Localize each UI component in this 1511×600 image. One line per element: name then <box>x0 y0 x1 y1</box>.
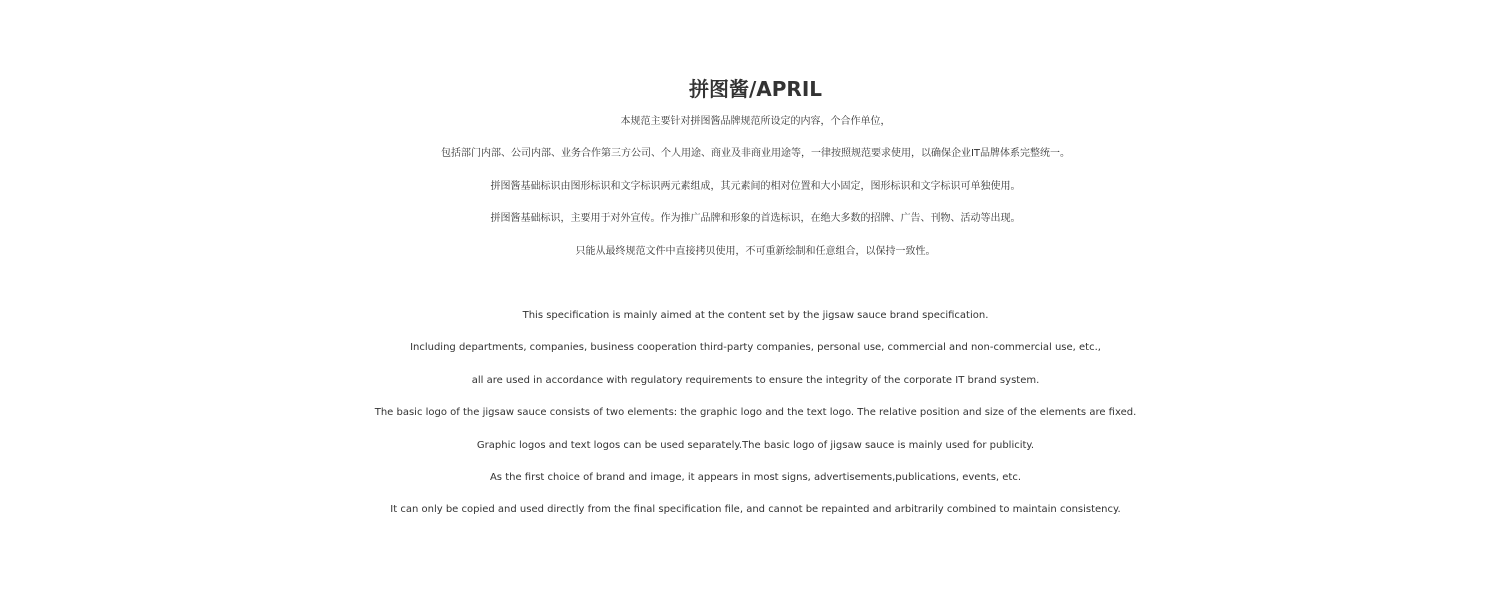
english-line: all are used in accordance with regulatory requirements to ensure the integrity of the corporate IT brand system. <box>471 374 1040 386</box>
page-title: 拼图酱/APRIL <box>688 77 823 101</box>
english-line: It can only be copied and used directly from the final specification file, and cannot be repainted and arbitrarily combined to maintain consistency. <box>390 504 1121 516</box>
chinese-line: 只能从最终规范文件中直接拷贝使用，不可重新绘制和任意组合，以保持一致性。 <box>575 245 936 257</box>
english-line: Graphic logos and text logos can be used separately.The basic logo of jigsaw sauce is mainly used for publicity. <box>476 439 1035 451</box>
chinese-line: 拼图酱基础标识，主要用于对外宣传。作为推广品牌和形象的首选标识，在绝大多数的招牌、广告、刊物、活动等出现。 <box>490 213 1021 225</box>
english-description <box>0 300 1511 527</box>
chinese-line: 拼图酱基础标识由图形标识和文字标识两元素组成，其元素间的相对位置和大小固定，图形标识和文字标识可单独使用。 <box>490 180 1021 192</box>
english-line: This specification is mainly aimed at the content set by the jigsaw sauce brand specification. <box>522 310 989 322</box>
chinese-line: 包括部门内部、公司内部、业务合作第三方公司、个人用途、商业及非商业用途等，一律按照规范要求使用，以确保企业IT品牌体系完整统一。 <box>440 148 1071 160</box>
english-line: The basic logo of the jigsaw sauce consists of two elements: the graphic logo and the text logo. The relative position and size of the elements are fixed. <box>374 407 1137 419</box>
english-line: Including departments, companies, business cooperation third-party companies, personal use, commercial and non-commercial use, etc., <box>410 342 1101 354</box>
spec-content <box>0 74 1511 527</box>
chinese-description <box>0 106 1511 268</box>
english-line: As the first choice of brand and image, it appears in most signs, advertisements,publications, events, etc. <box>489 472 1022 484</box>
chinese-line: 本规范主要针对拼图酱品牌规范所设定的内容，个合作单位， <box>620 116 891 127</box>
